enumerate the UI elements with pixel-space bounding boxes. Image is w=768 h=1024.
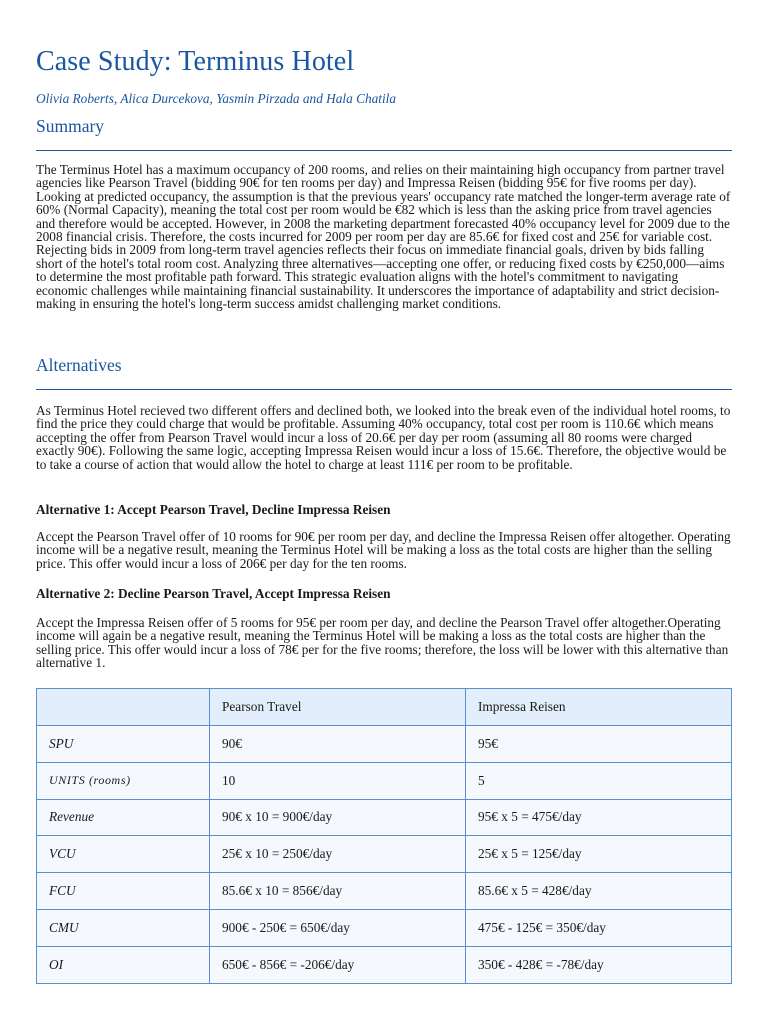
- row-label-cell: CMU: [37, 909, 210, 946]
- alternatives-divider: [36, 389, 732, 390]
- summary-divider: [36, 150, 732, 151]
- table-row: [37, 836, 732, 873]
- row-label-cell: FCU: [37, 873, 210, 910]
- pearson-cell: 90€ x 10 = 900€/day: [210, 799, 466, 836]
- impressa-cell: 350€ - 428€ = -78€/day: [466, 946, 732, 983]
- author-list: Olivia Roberts, Alica Durcekova, Yasmin Pirzada and Hala Chatila: [36, 91, 396, 106]
- pearson-cell: 10: [210, 762, 466, 799]
- table-header-cell: Impressa Reisen: [466, 689, 732, 726]
- row-label-cell: UNITS (rooms): [37, 762, 210, 799]
- table-header-cell: [37, 689, 210, 726]
- row-label-cell: Revenue: [37, 799, 210, 836]
- table-row: [37, 946, 732, 983]
- row-label-cell: VCU: [37, 836, 210, 873]
- impressa-cell: 475€ - 125€ = 350€/day: [466, 909, 732, 946]
- impressa-cell: 85.6€ x 5 = 428€/day: [466, 873, 732, 910]
- alternative-2-heading: Alternative 2: Decline Pearson Travel, Accept Impressa Reisen: [36, 586, 391, 601]
- alternative-1-heading: Alternative 1: Accept Pearson Travel, Decline Impressa Reisen: [36, 502, 391, 517]
- table-row: [37, 799, 732, 836]
- impressa-cell: 25€ x 5 = 125€/day: [466, 836, 732, 873]
- pearson-cell: 650€ - 856€ = -206€/day: [210, 946, 466, 983]
- table-row: [37, 909, 732, 946]
- alternative-2-paragraph: Accept the Impressa Reisen offer of 5 rooms for 95€ per room per day, and decline the Pearson Travel offer altogether.Operating income will again be a negative result, meaning the Terminus Hotel will be making a loss as the total costs are higher than the selling price. This offer would incur a loss of 78€ per for the five rooms; therefore, the loss will be lower with this alternative than alternative 1.: [36, 615, 729, 671]
- table-header-cell: Pearson Travel: [210, 689, 466, 726]
- comparison-table: [36, 688, 732, 984]
- pearson-cell: 25€ x 10 = 250€/day: [210, 836, 466, 873]
- table-row: [37, 726, 732, 763]
- pearson-cell: 85.6€ x 10 = 856€/day: [210, 873, 466, 910]
- row-label-cell: SPU: [37, 726, 210, 763]
- alternatives-intro-paragraph: As Terminus Hotel recieved two different offers and declined both, we looked into the break even of the individual hotel rooms, to find the price they could charge that would be profitable. Assuming 40% occupancy, total cost per room is 110.6€ which means accepting the offer from Pearson Travel would incur a loss of 20.6€ per day per room (assuming all 80 rooms were charged exactly 90€). Following the same logic, accepting Impressa Reisen would incur a loss of 15.6€. Therefore, the objective would be to take a course of action that would allow the hotel to charge at least 111€ per room to be profitable.: [36, 403, 731, 472]
- table-row: [37, 873, 732, 910]
- table-row: [37, 762, 732, 799]
- alternative-1-paragraph: Accept the Pearson Travel offer of 10 rooms for 90€ per room per day, and decline the Impressa Reisen offer altogether. Operating income will be a negative result, meaning the Terminus Hotel will be making a loss as the total costs are higher than the selling price. This offer would incur a loss of 206€ per day for the ten rooms.: [36, 529, 731, 571]
- alternatives-heading: Alternatives: [36, 355, 122, 375]
- impressa-cell: 5: [466, 762, 732, 799]
- row-label-cell: OI: [37, 946, 210, 983]
- pearson-cell: 90€: [210, 726, 466, 763]
- document-title: Case Study: Terminus Hotel: [36, 46, 355, 77]
- summary-heading: Summary: [36, 116, 105, 136]
- impressa-cell: 95€ x 5 = 475€/day: [466, 799, 732, 836]
- impressa-cell: 95€: [466, 726, 732, 763]
- table-header-row: [37, 689, 732, 726]
- summary-paragraph: The Terminus Hotel has a maximum occupancy of 200 rooms, and relies on their maintaining high occupancy from partner travel agencies like Pearson Travel (bidding 90€ for ten rooms per day) and Impressa Reisen (bidding 95€ for five rooms per day). Looking at predicted occupancy, the assumption is that the previous years' occupancy rate matched the longer-term average rate of 60% (Normal Capacity), meaning the total cost per room would be €82 which is less than the asking price from travel agencies and therefore would be accepted. However, in 2008 the marketing department forecasted 40% occupancy level for 2009 due to the 2008 financial crisis. Therefore, the costs incurred for 2009 per room per day are 85.6€ for fixed cost and 25€ for variable cost. Rejecting bids in 2009 from long-term travel agencies reflects their focus on immediate financial goals, driven by bids falling short of the hotel's total room cost. Analyzing three alternatives—accepting one offer, or reducing fixed costs by €250,000—aims to determine the most profitable path forward. This strategic evaluation aligns with the hotel's commitment to navigating economic challenges while maintaining financial sustainability. It underscores the importance of adaptability and strict decision-making in ensuring the hotel's long-term success amidst challenging market conditions.: [36, 162, 731, 312]
- pearson-cell: 900€ - 250€ = 650€/day: [210, 909, 466, 946]
